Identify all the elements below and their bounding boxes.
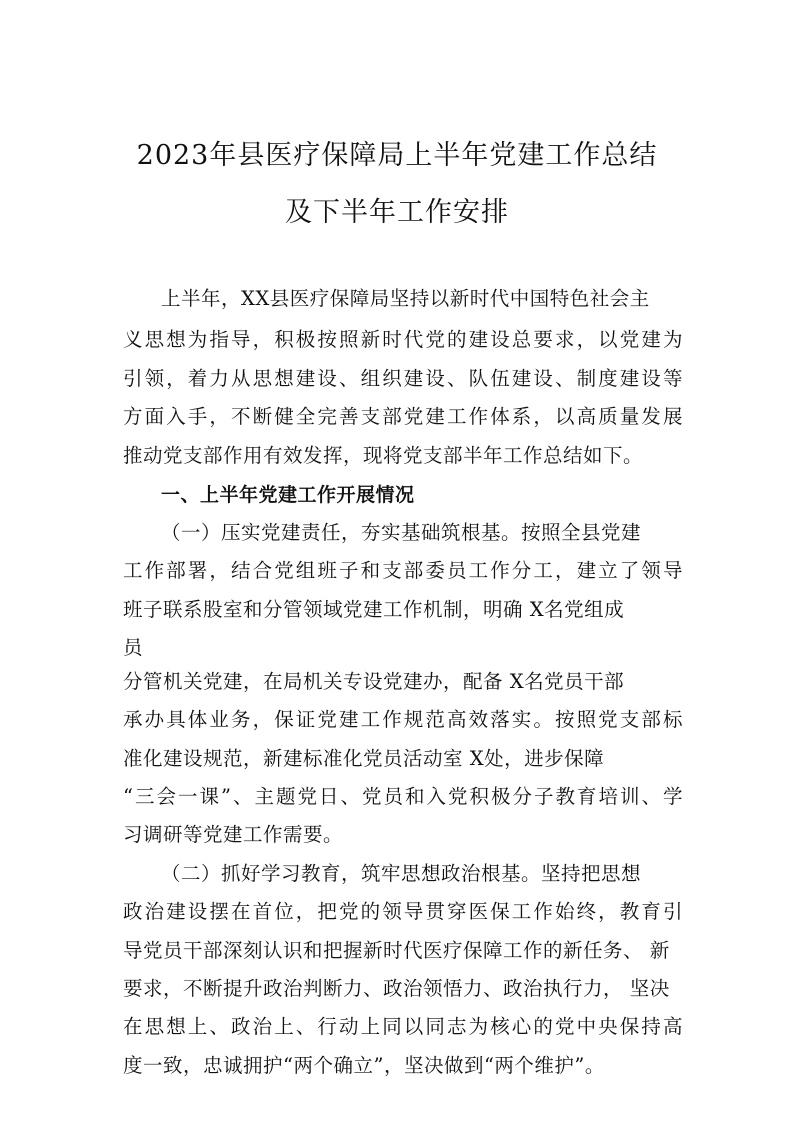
document-title-line-1: 2023年县医疗保障局上半年党建工作总结 bbox=[136, 140, 658, 171]
body-line: 分管机关党建，在局机关专设党建办，配备 X名党员干部 bbox=[123, 670, 625, 693]
body-line: 员 bbox=[123, 636, 144, 659]
body-line: 上半年，XX县医疗保障局坚持以新时代中国特色社会主 bbox=[161, 287, 650, 310]
body-line: 义思想为指导，积极按照新时代党的建设总要求，以党建为 bbox=[123, 328, 683, 351]
body-line: 工作部署，结合党组班子和支部委员工作分工，建立了领导 bbox=[123, 559, 683, 582]
body-line: 引领，着力从思想建设、组织建设、队伍建设、制度建设等 bbox=[123, 367, 683, 390]
body-line: 推动党支部作用有效发挥，现将党支部半年工作总结如下。 bbox=[123, 444, 644, 467]
body-line: 在思想上、政治上、行动上同以同志为核心的党中央保持高 bbox=[123, 1015, 683, 1038]
body-line: 承办具体业务，保证党建工作规范高效落实。按照党支部标 bbox=[123, 708, 683, 731]
body-line: 导党员干部深刻认识和把握新时代医疗保障工作的新任务、 新 bbox=[123, 939, 670, 962]
section-heading: 一、上半年党建工作开展情况 bbox=[161, 484, 415, 506]
body-line: （一）压实党建责任，夯实基础筑根基。按照全县党建 bbox=[161, 521, 642, 544]
body-line: （二）抓好学习教育，筑牢思想政治根基。坚持把思想 bbox=[161, 862, 642, 885]
body-line: 要求，不断提升政治判断力、政治领悟力、政治执行力， 坚决 bbox=[123, 977, 670, 1000]
body-line: 班子联系股室和分管领域党建工作机制，明确 X名党组成 bbox=[123, 598, 625, 621]
body-line: 政治建设摆在首位，把党的领导贯穿医保工作始终，教育引 bbox=[123, 900, 683, 923]
body-line: 度一致，忠诚拥护“两个确立”，坚决做到“两个维护”。 bbox=[123, 1054, 605, 1077]
body-line: 方面入手，不断健全完善支部党建工作体系，以高质量发展 bbox=[123, 405, 683, 428]
document-title-line-2: 及下半年工作安排 bbox=[285, 197, 509, 228]
body-line: 准化建设规范，新建标准化党员活动室 X处，进步保障 bbox=[123, 747, 605, 770]
body-line: 习调研等党建工作需要。 bbox=[123, 823, 344, 846]
body-line: “三会一课”、主题党日、党员和入党积极分子教育培训、学 bbox=[123, 785, 683, 808]
